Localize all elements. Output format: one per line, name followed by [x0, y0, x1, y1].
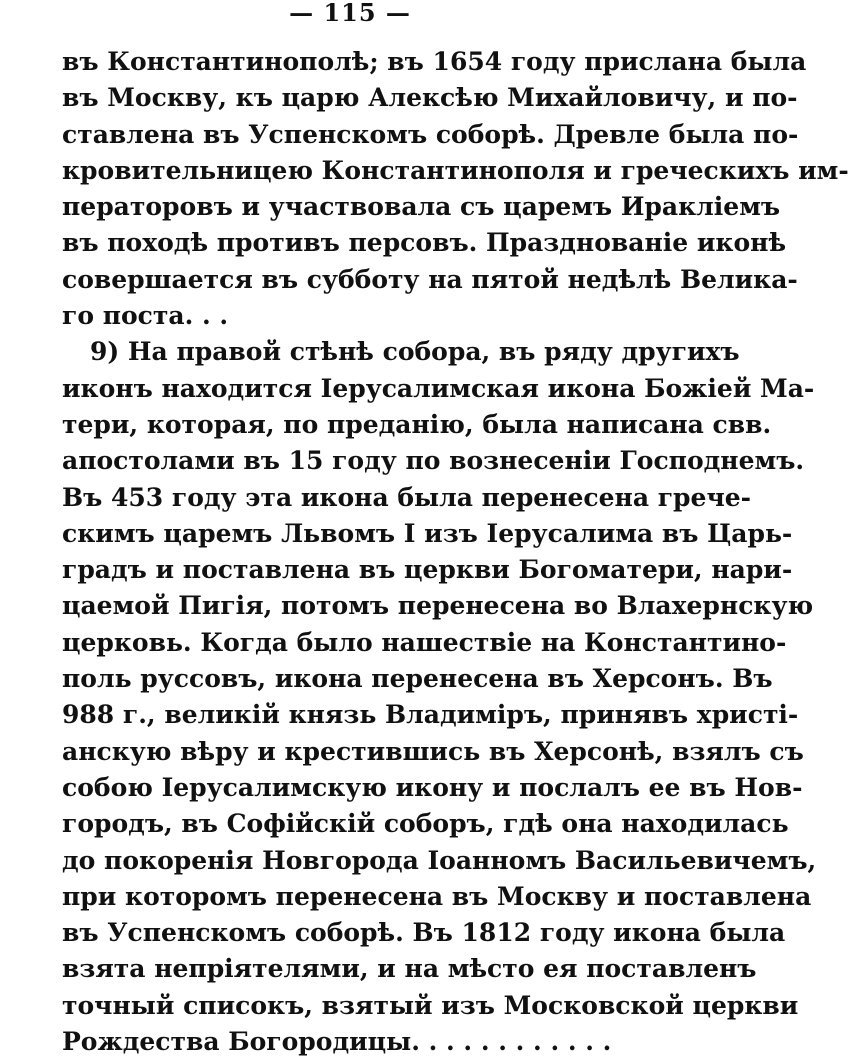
text-line: церковь. Когда было нашествіе на Константино- [62, 627, 787, 657]
text-line: го поста. . . [62, 301, 229, 331]
text-line: при которомъ перенесена въ Москву и поставлена [62, 881, 812, 911]
text-line: городъ, въ Софійскій соборъ, гдѣ она находилась [62, 809, 789, 839]
paragraph-start-line: 9) На правой стѣнѣ собора, въ ряду другихъ [90, 337, 740, 367]
body-text [62, 44, 849, 1060]
text-line: иконъ находится Іерусалимская икона Божіей Ма- [62, 373, 815, 403]
text-line: градъ и поставлена въ церкви Богоматери, нари- [62, 555, 793, 585]
text-line: до покоренія Новгорода Іоанномъ Васильевичемъ, [62, 845, 817, 875]
text-line: кровительницею Константинополя и греческихъ им- [62, 155, 849, 185]
text-line: въ Москву, къ царю Алексѣю Михайловичу, и по- [62, 83, 798, 113]
text-line: 988 г., великій князь Владиміръ, принявъ христі- [62, 700, 799, 730]
text-line: скимъ царемъ Львомъ I изъ Іерусалима въ Царь- [62, 518, 793, 548]
text-line: въ Успенскомъ соборѣ. Въ 1812 году икона была [62, 918, 786, 948]
text-line: поль руссовъ, икона перенесена въ Херсонъ. Въ [62, 664, 773, 694]
text-line: взята непріятелями, и на мѣсто ея поставленъ [62, 954, 757, 984]
text-line: въ походѣ противъ персовъ. Празднованіе иконѣ [62, 228, 787, 258]
page-number: — 115 — [289, 0, 411, 27]
text-line: цаемой Пигія, потомъ перенесена во Влахернскую [62, 591, 814, 621]
text-line: ставлена въ Успенскомъ соборѣ. Древле была по- [62, 119, 799, 149]
text-line: въ Константинополѣ; въ 1654 году прислана была [62, 47, 807, 76]
text-line: собою Іерусалимскую икону и послалъ ее въ Нов- [62, 772, 803, 802]
text-line: Въ 453 году эта икона была перенесена грече- [62, 482, 752, 512]
text-line: анскую вѣру и крестившись въ Херсонѣ, взялъ съ [62, 736, 804, 766]
text-line: совершается въ субботу на пятой недѣлѣ Велика- [62, 264, 798, 294]
text-line: тери, которая, по преданію, была написана свв. [62, 409, 772, 439]
text-line: апостолами въ 15 году по вознесеніи Господнемъ. [62, 446, 805, 476]
text-line: Рождества Богородицы. . . . . . . . . . . . [62, 1027, 612, 1057]
text-line: ператоровъ и участвовала съ царемъ Иракліемъ [62, 192, 781, 222]
text-line: точный списокъ, взятый изъ Московской церкви [62, 990, 799, 1020]
